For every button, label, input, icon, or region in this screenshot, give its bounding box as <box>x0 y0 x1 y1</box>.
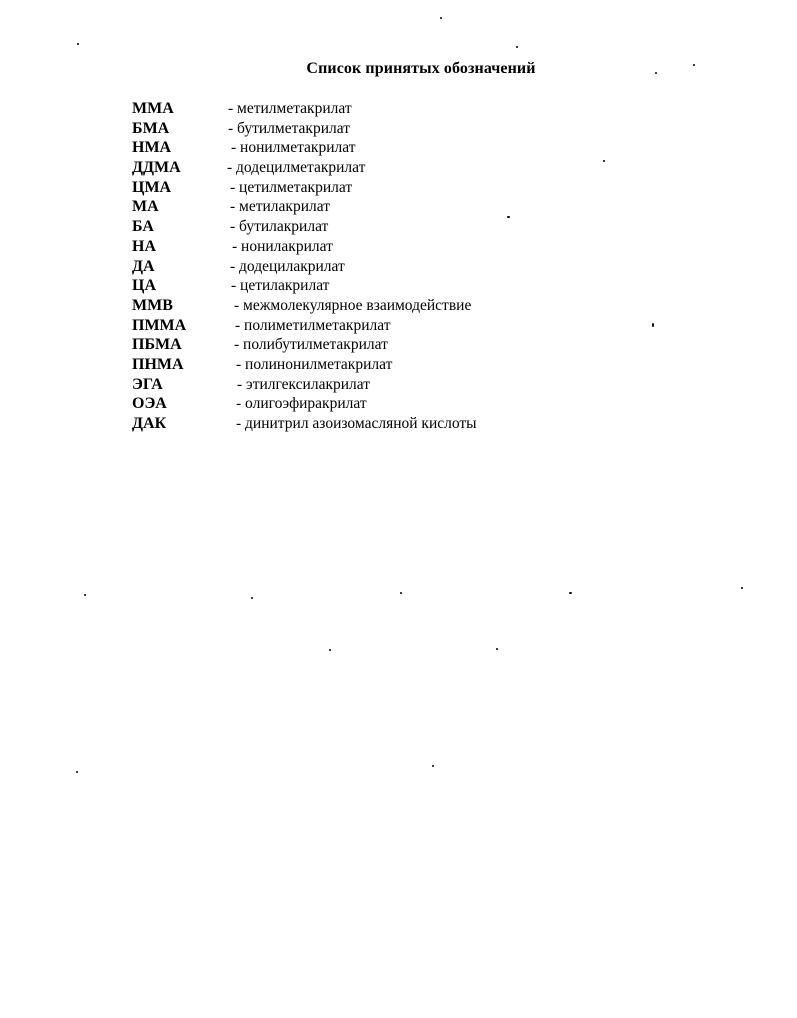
abbreviation: ПБМА <box>132 336 182 354</box>
page-title: Список принятых обозначений <box>306 60 536 77</box>
definition: - додецилметакрилат <box>227 159 366 177</box>
definition: - бутилакрилат <box>230 218 329 236</box>
scan-speck <box>84 594 86 596</box>
abbreviation: ОЭА <box>132 395 167 413</box>
definition: - этилгексилакрилат <box>237 375 371 393</box>
abbreviation: БМА <box>132 119 170 137</box>
scan-speck <box>516 46 518 48</box>
scan-speck <box>507 216 510 218</box>
abbreviation: ДАК <box>132 415 167 432</box>
definition: - полибутилметакрилат <box>234 336 388 354</box>
definition: - олигоэфиракрилат <box>236 395 367 413</box>
abbreviation: ПММА <box>132 316 187 334</box>
definition: - додецилакрилат <box>230 257 345 275</box>
abbreviation: ММВ <box>132 296 173 314</box>
definition: - цетилакрилат <box>231 277 330 295</box>
abbreviation: ЭГА <box>132 375 163 393</box>
definition: - полиметилметакрилат <box>235 316 391 334</box>
abbreviation: МА <box>132 198 159 216</box>
scan-speck <box>329 649 331 651</box>
scan-speck <box>432 765 434 767</box>
definition: - метилакрилат <box>230 198 330 216</box>
abbreviation: ЦА <box>132 277 156 295</box>
scan-speck <box>496 648 498 650</box>
scan-speck <box>652 323 654 327</box>
scan-speck <box>655 72 657 74</box>
scan-speck <box>251 597 253 599</box>
scan-speck <box>741 587 743 589</box>
abbreviation: ЦМА <box>132 178 172 196</box>
definition: - метилметакрилат <box>228 100 352 117</box>
scan-speck <box>693 64 695 66</box>
scan-speck <box>77 43 79 45</box>
scan-speck <box>603 160 605 162</box>
abbreviation: НМА <box>132 139 172 157</box>
definition: - цетилметакрилат <box>230 178 353 196</box>
abbreviation: ММА <box>132 100 174 117</box>
definition: - бутилметакрилат <box>228 119 350 137</box>
scan-speck <box>569 592 572 594</box>
abbreviation: ДА <box>132 257 155 275</box>
definition: - нонилметакрилат <box>231 139 356 157</box>
definition: - межмолекулярное взаимодействие <box>234 296 472 314</box>
scan-speck <box>400 592 402 594</box>
definition: - нонилакрилат <box>232 237 333 255</box>
abbreviation: ДДМА <box>132 159 181 177</box>
abbreviation: ПНМА <box>132 355 184 373</box>
abbreviation: НА <box>132 237 156 255</box>
definition: - динитрил азоизомасляной кислоты <box>236 415 477 432</box>
abbreviation: БА <box>132 218 154 236</box>
scan-speck <box>76 771 78 773</box>
definition: - полинонилметакрилат <box>236 355 393 373</box>
scan-speck <box>440 17 442 19</box>
